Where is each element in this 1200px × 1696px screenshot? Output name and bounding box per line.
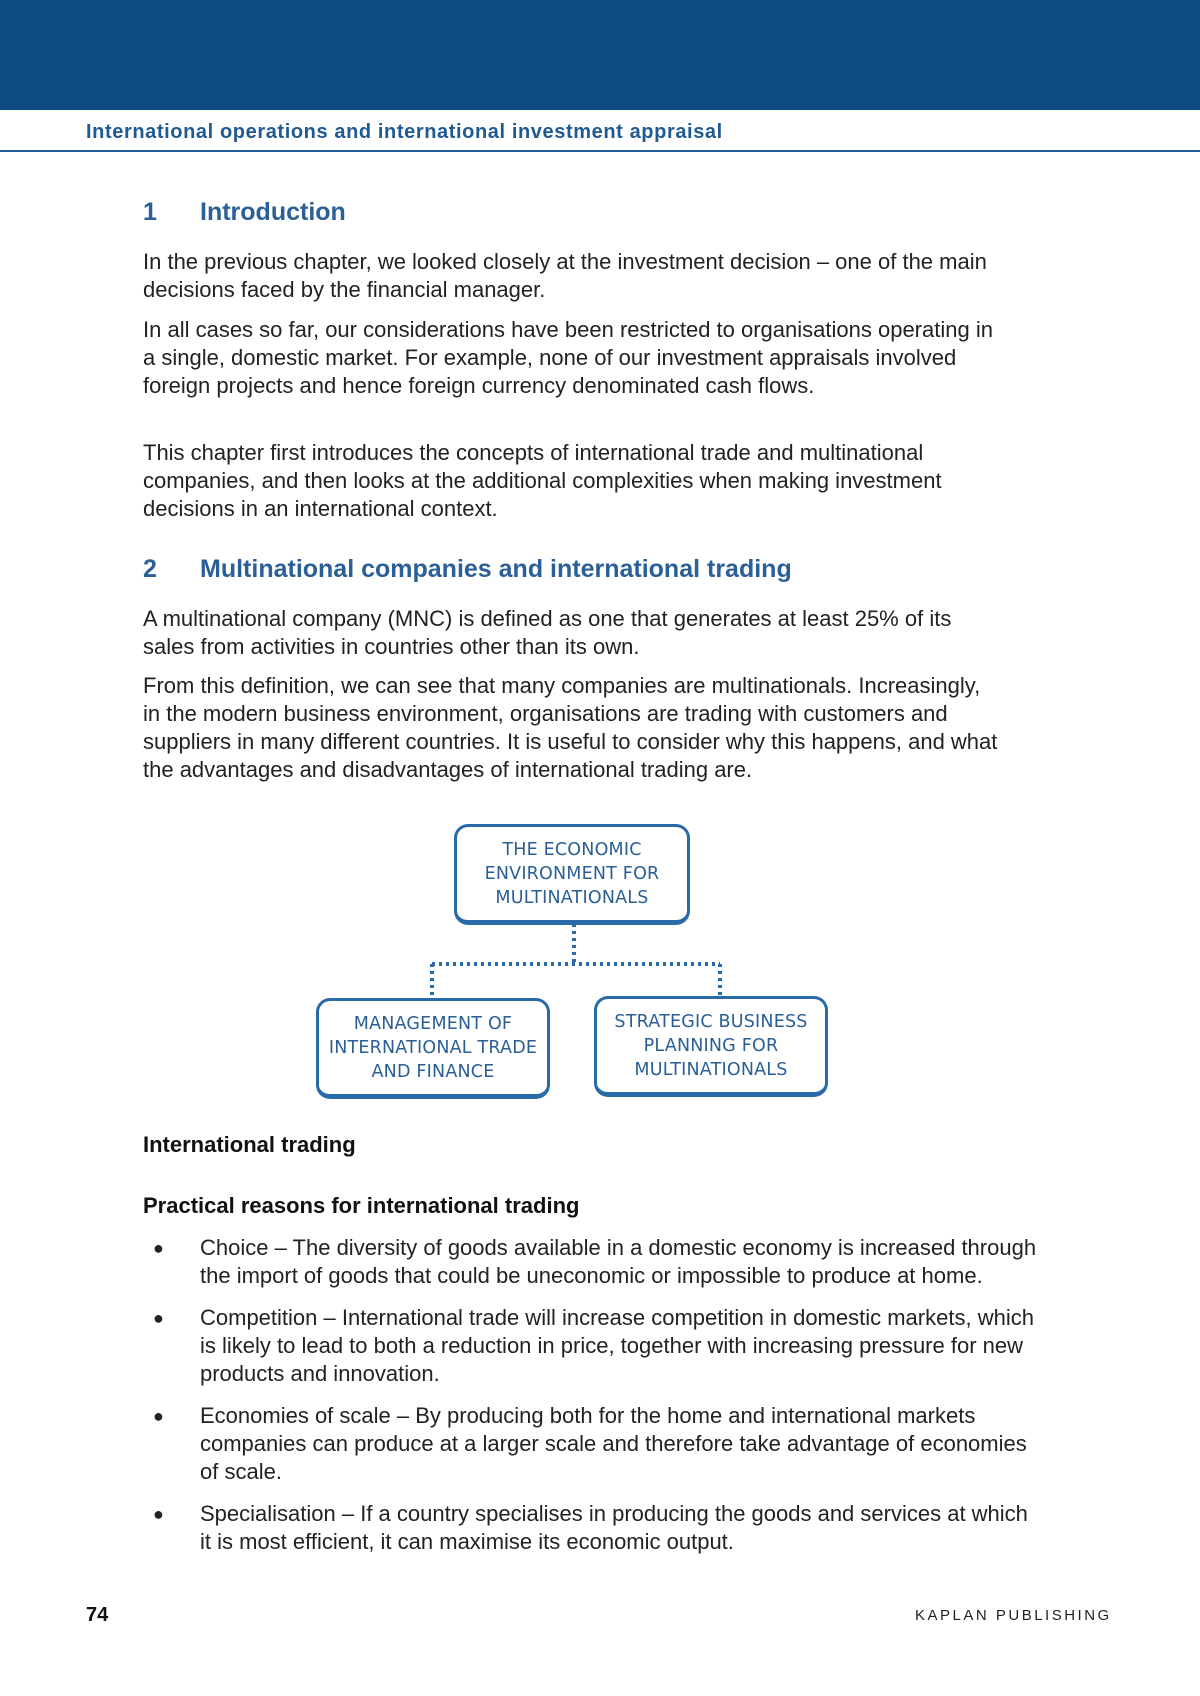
section-number: 2 <box>143 555 157 583</box>
hierarchy-diagram <box>310 820 830 1102</box>
section-title: Introduction <box>200 198 346 226</box>
list-item-text: Choice – The diversity of goods available in a domestic economy is increased through the import of goods that could be uneconomic or impossible to produce at home. <box>200 1235 1037 1288</box>
page-number: 74 <box>86 1604 109 1626</box>
bullet-icon: ● <box>153 1238 164 1258</box>
list-item-text: Specialisation – If a country specialises in producing the goods and services at which it is most efficient, it can maximise its economic output. <box>200 1501 1028 1554</box>
diagram-right-box: STRATEGIC BUSINESS PLANNING FOR MULTINATIONALS <box>594 996 828 1097</box>
paragraph: In all cases so far, our considerations have been restricted to organisations operating in a single, domestic market. For example, none of our investment appraisals involved foreign projects and hence foreign currency denominated cash flows. <box>143 317 993 398</box>
list-item <box>143 1402 1043 1486</box>
list-item <box>143 1234 1043 1290</box>
section-number: 1 <box>143 198 157 226</box>
running-title: International operations and international investment appraisal <box>86 121 723 143</box>
paragraph: A multinational company (MNC) is defined as one that generates at least 25% of its sales from activities in countries other than its own. <box>143 606 952 659</box>
subheading-international-trading: International trading <box>143 1132 356 1157</box>
diagram-root-box: THE ECONOMIC ENVIRONMENT FOR MULTINATIONALS <box>454 824 690 925</box>
paragraph: This chapter first introduces the concepts of international trade and multinational companies, and then looks at the additional complexities when making investment decisions in an international context. <box>143 440 942 521</box>
bullet-icon: ● <box>153 1406 164 1426</box>
diagram-left-box: MANAGEMENT OF INTERNATIONAL TRADE AND FINANCE <box>316 998 550 1099</box>
subheading-practical-reasons: Practical reasons for international trading <box>143 1193 580 1218</box>
bullet-icon: ● <box>153 1308 164 1328</box>
publisher-name: KAPLAN PUBLISHING <box>915 1607 1112 1624</box>
paragraph: In the previous chapter, we looked closely at the investment decision – one of the main decisions faced by the financial manager. <box>143 249 987 302</box>
list-item-text: Competition – International trade will increase competition in domestic markets, which is likely to lead to both a reduction in price, together with increasing pressure for new products and innovation. <box>200 1305 1034 1386</box>
list-item <box>143 1304 1043 1388</box>
list-item-text: Economies of scale – By producing both for the home and international markets companies can produce at a larger scale and therefore take advantage of economies of scale. <box>200 1403 1027 1484</box>
section-2-heading <box>143 555 792 584</box>
list-item <box>143 1500 1043 1556</box>
paragraph: From this definition, we can see that many companies are multinationals. Increasingly, in the modern business environment, organisations are trading with customers and suppliers in many different countries. It is useful to consider why this happens, and what the advantages and disadvantages of international trading are. <box>143 673 998 782</box>
section-1-heading <box>143 198 346 227</box>
section-title: Multinational companies and international trading <box>200 555 792 583</box>
bullet-icon: ● <box>153 1504 164 1524</box>
top-banner <box>0 0 1200 110</box>
header-rule <box>0 150 1200 152</box>
reasons-list <box>143 1234 1043 1570</box>
